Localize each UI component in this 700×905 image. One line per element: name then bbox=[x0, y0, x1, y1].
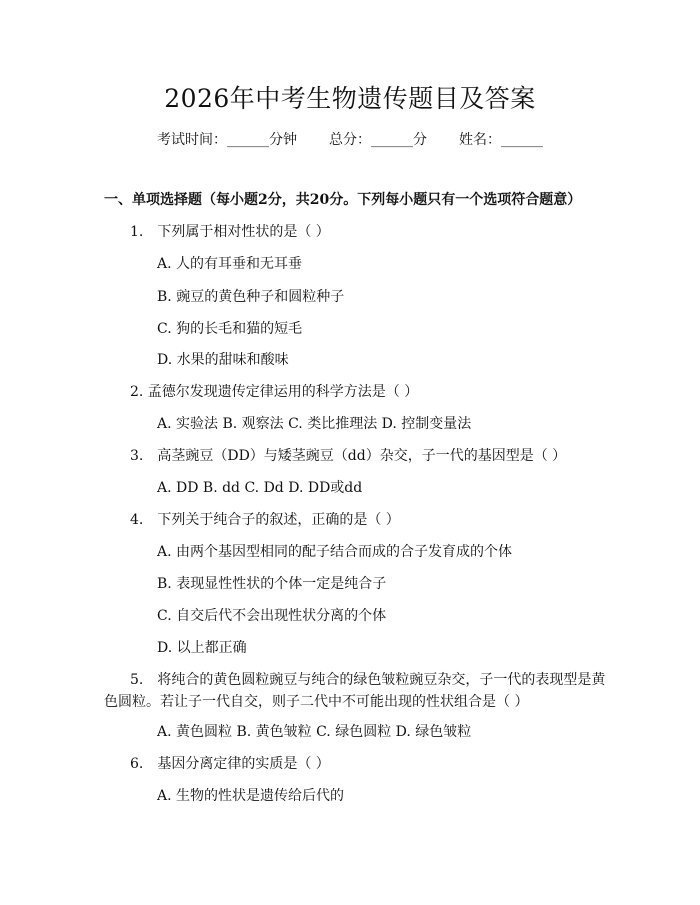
question-4-stem: 4. 下列关于纯合子的叙述，正确的是（ ） bbox=[130, 512, 400, 528]
question-4-option-a: A. 由两个基因型相同的配子结合而成的合子发育成的个体 bbox=[157, 544, 513, 560]
question-1-option-b: B. 豌豆的黄色种子和圆粒种子 bbox=[157, 289, 345, 305]
question-3-stem: 3. 高茎豌豆（DD）与矮茎豌豆（dd）杂交，子一代的基因型是（ ） bbox=[130, 448, 567, 464]
question-5-stem-line-1: 5. 将纯合的黄色圆粒豌豆与纯合的绿色皱粒豌豆杂交，子一代的表现型是黄 bbox=[130, 672, 606, 688]
exam-info-row bbox=[0, 130, 700, 150]
question-4-option-d: D. 以上都正确 bbox=[157, 640, 247, 656]
document-title: 2026年中考生物遗传题目及答案 bbox=[164, 84, 536, 113]
question-5-options: A. 黄色圆粒 B. 黄色皱粒 C. 绿色圆粒 D. 绿色皱粒 bbox=[157, 724, 472, 740]
question-2-stem: 2. 孟德尔发现遗传定律运用的科学方法是（ ） bbox=[130, 384, 419, 400]
question-4-option-c: C. 自交后代不会出现性状分离的个体 bbox=[157, 608, 387, 624]
question-5-stem-line-2: 色圆粒。若让子一代自交，则子二代中不可能出现的性状组合是（ ） bbox=[104, 694, 529, 710]
total-score-field: 总分：______分 bbox=[329, 132, 427, 148]
question-3-options: A. DD B. dd C. Dd D. DD或dd bbox=[157, 480, 363, 496]
question-1-option-a: A. 人的有耳垂和无耳垂 bbox=[157, 256, 303, 272]
question-1-option-d: D. 水果的甜味和酸味 bbox=[157, 352, 289, 368]
question-6-option-a: A. 生物的性状是遗传给后代的 bbox=[157, 788, 345, 804]
student-name-field: 姓名：______ bbox=[459, 132, 543, 148]
question-1-option-c: C. 狗的长毛和猫的短毛 bbox=[157, 321, 303, 337]
question-6-stem: 6. 基因分离定律的实质是（ ） bbox=[130, 756, 330, 772]
question-1-stem: 1. 下列属于相对性状的是（ ） bbox=[130, 224, 330, 240]
section-heading: 一、单项选择题（每小题2分，共20分。下列每小题只有一个选项符合题意） bbox=[104, 192, 582, 208]
exam-time-field: 考试时间：______分钟 bbox=[157, 132, 297, 148]
question-2-options: A. 实验法 B. 观察法 C. 类比推理法 D. 控制变量法 bbox=[157, 416, 472, 432]
question-4-option-b: B. 表现显性性状的个体一定是纯合子 bbox=[157, 576, 387, 592]
